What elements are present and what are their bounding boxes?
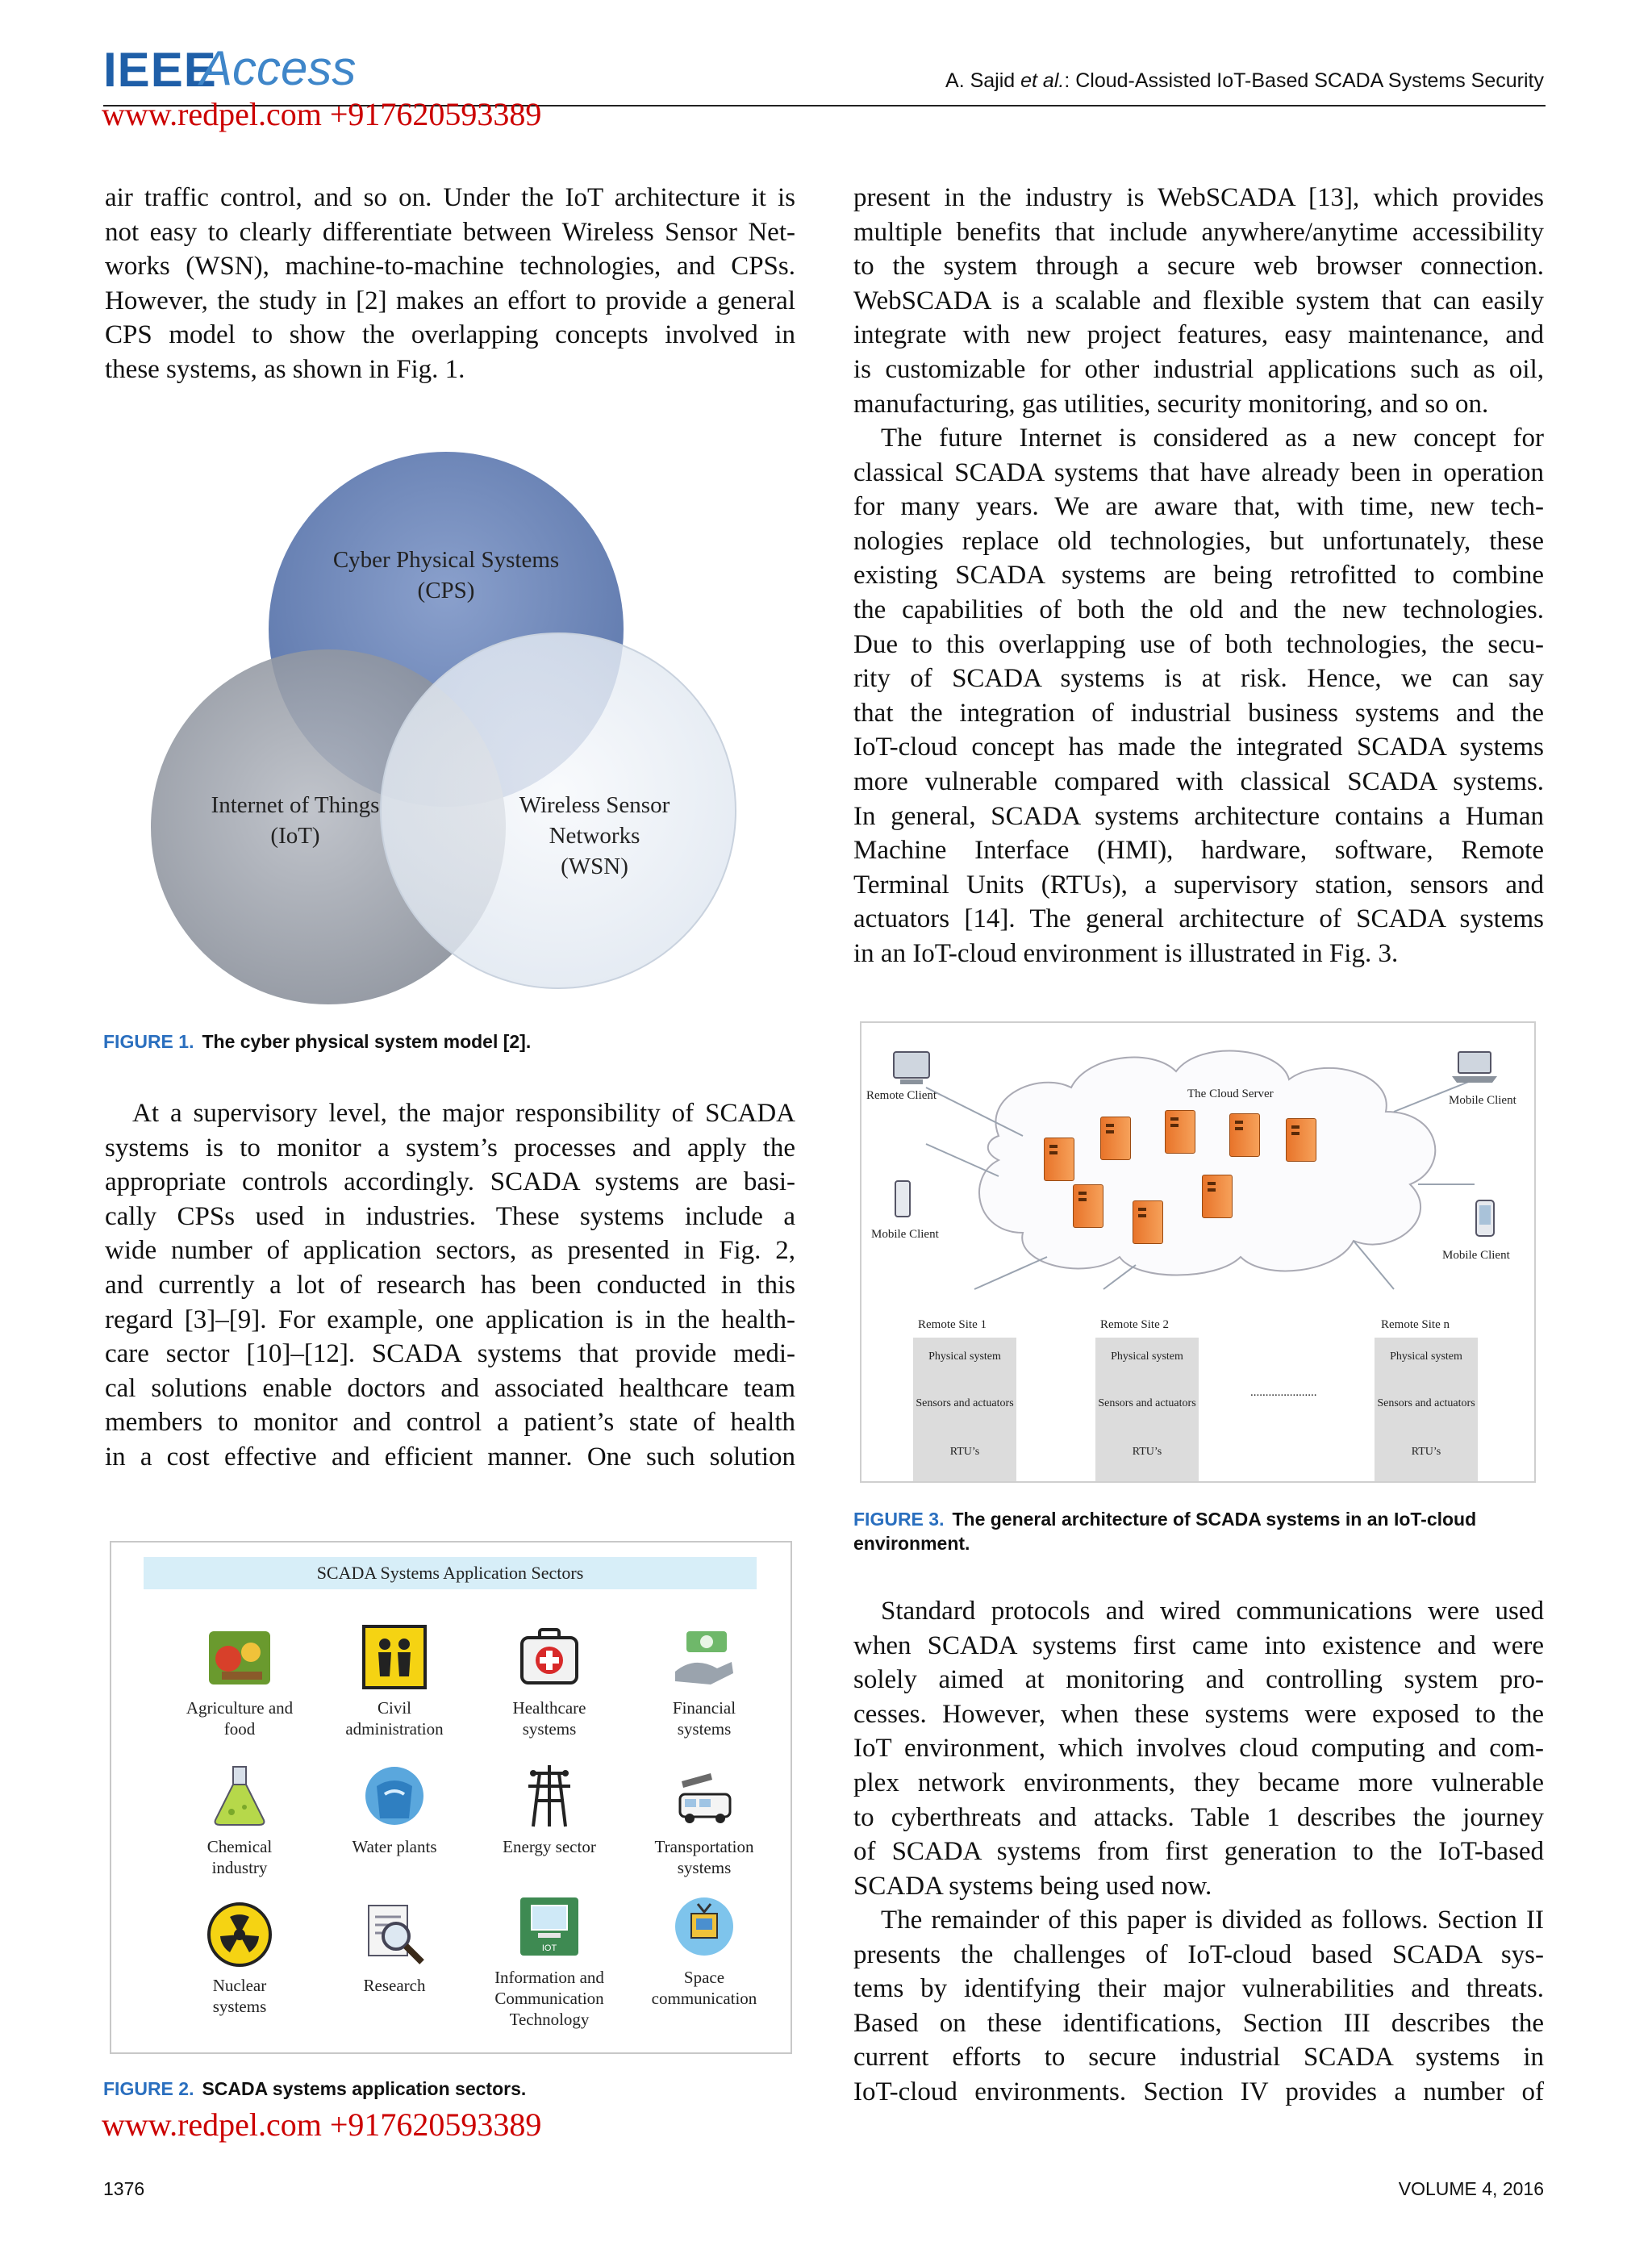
text-line: Terminal Units (RTUs), a supervisory station, sensors and — [853, 870, 1544, 900]
figure-2-title: SCADA Systems Application Sectors — [144, 1557, 757, 1589]
access-logo: Access — [200, 41, 357, 95]
server-icon — [1202, 1175, 1233, 1218]
text-line: current efforts to secure industrial SCADA systems in — [853, 2043, 1544, 2073]
laptop-icon — [1452, 1052, 1497, 1083]
sector-civil: Civil administration — [318, 1623, 471, 1739]
text-line: Standard protocols and wired communications were used — [881, 1597, 1544, 1626]
text-line: regard [3]–[9]. For example, one application is in the health- — [105, 1305, 795, 1334]
figure-3-caption-text: The general architecture of SCADA systems in an IoT-cloud — [952, 1509, 1477, 1530]
text-line: that the integration of industrial business systems and the — [853, 698, 1544, 728]
mobile-client-label-right: Mobile Client — [1442, 1249, 1510, 1262]
remote-client-label: Remote Client — [866, 1089, 937, 1102]
text-line: classical SCADA systems that have already been in operation — [853, 457, 1544, 487]
remote-site-n: Physical system Sensors and actuators RTU’s — [1375, 1338, 1478, 1481]
computer-icon — [515, 1893, 583, 1960]
iot-label: Internet of Things — [211, 792, 380, 818]
text-line: of SCADA systems from first generation to the IoT-based — [853, 1837, 1544, 1867]
text-line: for many years. We are aware that, with time, new tech- — [853, 492, 1544, 522]
text-line: Machine Interface (HMI), hardware, software, Remote — [853, 836, 1544, 866]
server-icon — [1165, 1110, 1195, 1154]
sector-research: Research — [318, 1901, 471, 1996]
text-line: integrate with new project features, easy maintenance, and — [853, 320, 1544, 350]
text-line: solely aimed at monitoring and controlling system pro- — [853, 1665, 1544, 1695]
server-icon — [1044, 1138, 1074, 1181]
text-line: The future Internet is considered as a new concept for — [881, 424, 1544, 453]
text-line: The remainder of this paper is divided as follows. Section II — [881, 1906, 1544, 1935]
text-line: plex network environments, they became more vulnerable — [853, 1768, 1544, 1797]
text-line: Based on these identifications, Section III describes the — [853, 2008, 1544, 2038]
text-line: IoT environment, which involves cloud computing and com- — [853, 1734, 1544, 1764]
sector-ict: IOT Information and Communication Technology — [473, 1893, 626, 2030]
figure-3 — [860, 1021, 1536, 1483]
text-line: multiple benefits that include anywhere/anytime accessibility — [853, 217, 1544, 247]
text-line: IoT-cloud concept has made the integrated SCADA systems — [853, 733, 1544, 762]
money-hand-icon — [670, 1623, 738, 1691]
ieee-logo: IEEE — [103, 43, 217, 97]
text-line: wide number of application sectors, as presented in Fig. 2, — [105, 1236, 795, 1266]
text-line: more vulnerable compared with classical SCADA systems. — [853, 766, 1544, 796]
first-aid-icon — [515, 1623, 583, 1691]
text-line: However, the study in [2] makes an effort to provide a general — [105, 286, 795, 315]
text-line: care sector [10]–[12]. SCADA systems that provide medi- — [105, 1339, 795, 1369]
text-line: these systems, as shown in Fig. 1. — [105, 354, 465, 384]
magnifier-icon — [361, 1901, 428, 1968]
text-line: manufacturing, gas utilities, security monitoring, and so on. — [853, 389, 1489, 419]
watermark-top: www.redpel.com +917620593389 — [102, 96, 542, 132]
figure-3-label: FIGURE 3. — [853, 1509, 945, 1530]
figure-1-label: FIGURE 1. — [103, 1031, 194, 1052]
sector-energy: Energy sector — [473, 1762, 626, 1857]
text-line: not easy to clearly differentiate between Wireless Sensor Net- — [105, 217, 795, 247]
right-para-2 — [853, 421, 1544, 971]
left-para-1 — [105, 181, 795, 387]
right-para-3 — [853, 1594, 1544, 1903]
cloud-server-label: The Cloud Server — [1187, 1088, 1274, 1100]
text-line: to the system through a secure web browser connection. — [853, 252, 1544, 282]
remote-client-computer-icon — [894, 1052, 929, 1084]
server-icon — [1286, 1118, 1316, 1162]
wsn-label-2: Networks — [549, 823, 640, 849]
remote-site-2-label: Remote Site 2 — [1100, 1318, 1169, 1331]
watermark-bottom: www.redpel.com +917620593389 — [102, 2106, 542, 2143]
satellite-icon — [670, 1893, 738, 1960]
running-header: A. Sajid et al.: Cloud-Assisted IoT-Based SCADA Systems Security — [945, 69, 1544, 92]
text-line: At a supervisory level, the major responsibility of SCADA — [132, 1099, 795, 1128]
text-line: systems is to monitor a system’s processes and apply the — [105, 1133, 795, 1163]
text-line: cal solutions enable doctors and associated healthcare team — [105, 1373, 795, 1403]
sector-space: Space communication — [628, 1893, 781, 2009]
text-line: present in the industry is WebSCADA [13], which provides — [853, 183, 1544, 212]
remote-site-2: Physical system Sensors and actuators RTU’s — [1095, 1338, 1199, 1481]
text-line: actuators [14]. The general architecture of SCADA systems — [853, 904, 1544, 934]
text-line: members to monitor and control a patient’s state of health — [105, 1408, 795, 1438]
agriculture-icon — [206, 1623, 273, 1691]
sector-chemical: Chemical industry — [163, 1762, 316, 1878]
text-line: presents the challenges of IoT-cloud based SCADA sys- — [853, 1939, 1544, 1969]
figure-3-caption-text-2: environment. — [853, 1533, 970, 1554]
figure-2-label: FIGURE 2. — [103, 2078, 194, 2099]
figure-1-caption-text: The cyber physical system model [2]. — [202, 1031, 532, 1052]
sector-healthcare: Healthcare systems — [473, 1623, 626, 1739]
figure-1-venn — [137, 436, 766, 1008]
iot-abbr: (IoT) — [270, 823, 320, 849]
power-pylon-icon — [515, 1762, 583, 1830]
sector-financial: Financial systems — [628, 1623, 781, 1739]
text-line: when SCADA systems first came into existence and were — [853, 1630, 1544, 1660]
mobile-client-label-left: Mobile Client — [871, 1228, 939, 1241]
text-line: SCADA systems being used now. — [853, 1871, 1212, 1901]
text-line: existing SCADA systems are being retrofitted to combine — [853, 561, 1544, 591]
iot-badge: IOT — [541, 1943, 557, 1953]
text-line: nologies replace old technologies, but unfortunately, these — [853, 526, 1544, 556]
remote-site-1-label: Remote Site 1 — [918, 1318, 987, 1331]
figure-2-caption — [103, 2077, 526, 2101]
text-line: tems by identifying their major vulnerabilities and threats. — [853, 1974, 1544, 2004]
wsn-label: Wireless Sensor — [519, 792, 670, 818]
remote-site-n-label: Remote Site n — [1381, 1318, 1450, 1331]
transport-icon — [670, 1762, 738, 1830]
figure-2 — [110, 1541, 792, 2054]
figure-1-caption — [103, 1029, 531, 1054]
sector-transportation: Transportation systems — [628, 1762, 781, 1878]
text-line: works (WSN), machine-to-machine technologies, and CPSs. — [105, 252, 795, 282]
cps-label: Cyber Physical Systems — [332, 547, 560, 573]
text-line: IoT-cloud environments. Section IV provides a number of — [853, 2077, 1544, 2106]
text-line: in a cost effective and efficient manner. One such solution — [105, 1442, 795, 1472]
left-para-2 — [105, 1096, 795, 1475]
mobile-phone-icon — [895, 1181, 910, 1217]
server-icon — [1100, 1117, 1131, 1160]
text-line: Due to this overlapping use of both technologies, the secu- — [853, 629, 1544, 659]
figure-3-caption — [853, 1507, 1531, 1555]
text-line: CPS model to show the overlapping concepts involved in — [105, 320, 795, 350]
text-line: and currently a lot of research has been conducted in this — [105, 1270, 795, 1300]
text-line: In general, SCADA systems architecture contains a Human — [853, 801, 1544, 831]
text-line: in an IoT-cloud environment is illustrated in Fig. 3. — [853, 938, 1399, 968]
mobile-client-label-top: Mobile Client — [1449, 1094, 1516, 1107]
server-icon — [1133, 1200, 1163, 1244]
text-line: is customizable for other industrial applications such as oil, — [853, 354, 1544, 384]
remote-site-1: Physical system Sensors and actuators RTU’s — [913, 1338, 1016, 1481]
radiation-icon — [206, 1901, 273, 1968]
flask-icon — [206, 1762, 273, 1830]
construction-icon — [361, 1623, 428, 1691]
page-number: 1376 — [103, 2178, 145, 2199]
mobile-device-icon — [1476, 1200, 1494, 1236]
volume-info: VOLUME 4, 2016 — [1398, 2178, 1544, 2199]
water-icon — [361, 1762, 428, 1830]
text-line: air traffic control, and so on. Under the IoT architecture it is — [105, 183, 795, 212]
text-line: cesses. However, when these systems were exposed to the — [853, 1699, 1544, 1729]
text-line: rity of SCADA systems is at risk. Hence, we can say — [853, 664, 1544, 694]
sector-nuclear: Nuclear systems — [163, 1901, 316, 2017]
right-para-1 — [853, 181, 1544, 421]
text-line: WebSCADA is a scalable and flexible system that can easily — [853, 286, 1544, 315]
text-line: the capabilities of both the old and the new technologies. — [853, 595, 1544, 624]
cps-abbr: (CPS) — [417, 578, 475, 603]
text-line: cally CPSs used in industries. These systems include a — [105, 1201, 795, 1231]
sector-water: Water plants — [318, 1762, 471, 1857]
server-icon — [1073, 1184, 1103, 1228]
figure-2-caption-text: SCADA systems application sectors. — [202, 2078, 527, 2099]
text-line: to cyberthreats and attacks. Table 1 describes the journey — [853, 1802, 1544, 1832]
text-line: appropriate controls accordingly. SCADA systems are basi- — [105, 1167, 795, 1197]
sector-agriculture: Agriculture and food — [163, 1623, 316, 1739]
right-para-4 — [853, 1903, 1544, 2110]
ellipsis-dots: ...................... — [1250, 1386, 1317, 1399]
server-icon — [1229, 1113, 1260, 1157]
wsn-abbr: (WSN) — [561, 854, 628, 879]
